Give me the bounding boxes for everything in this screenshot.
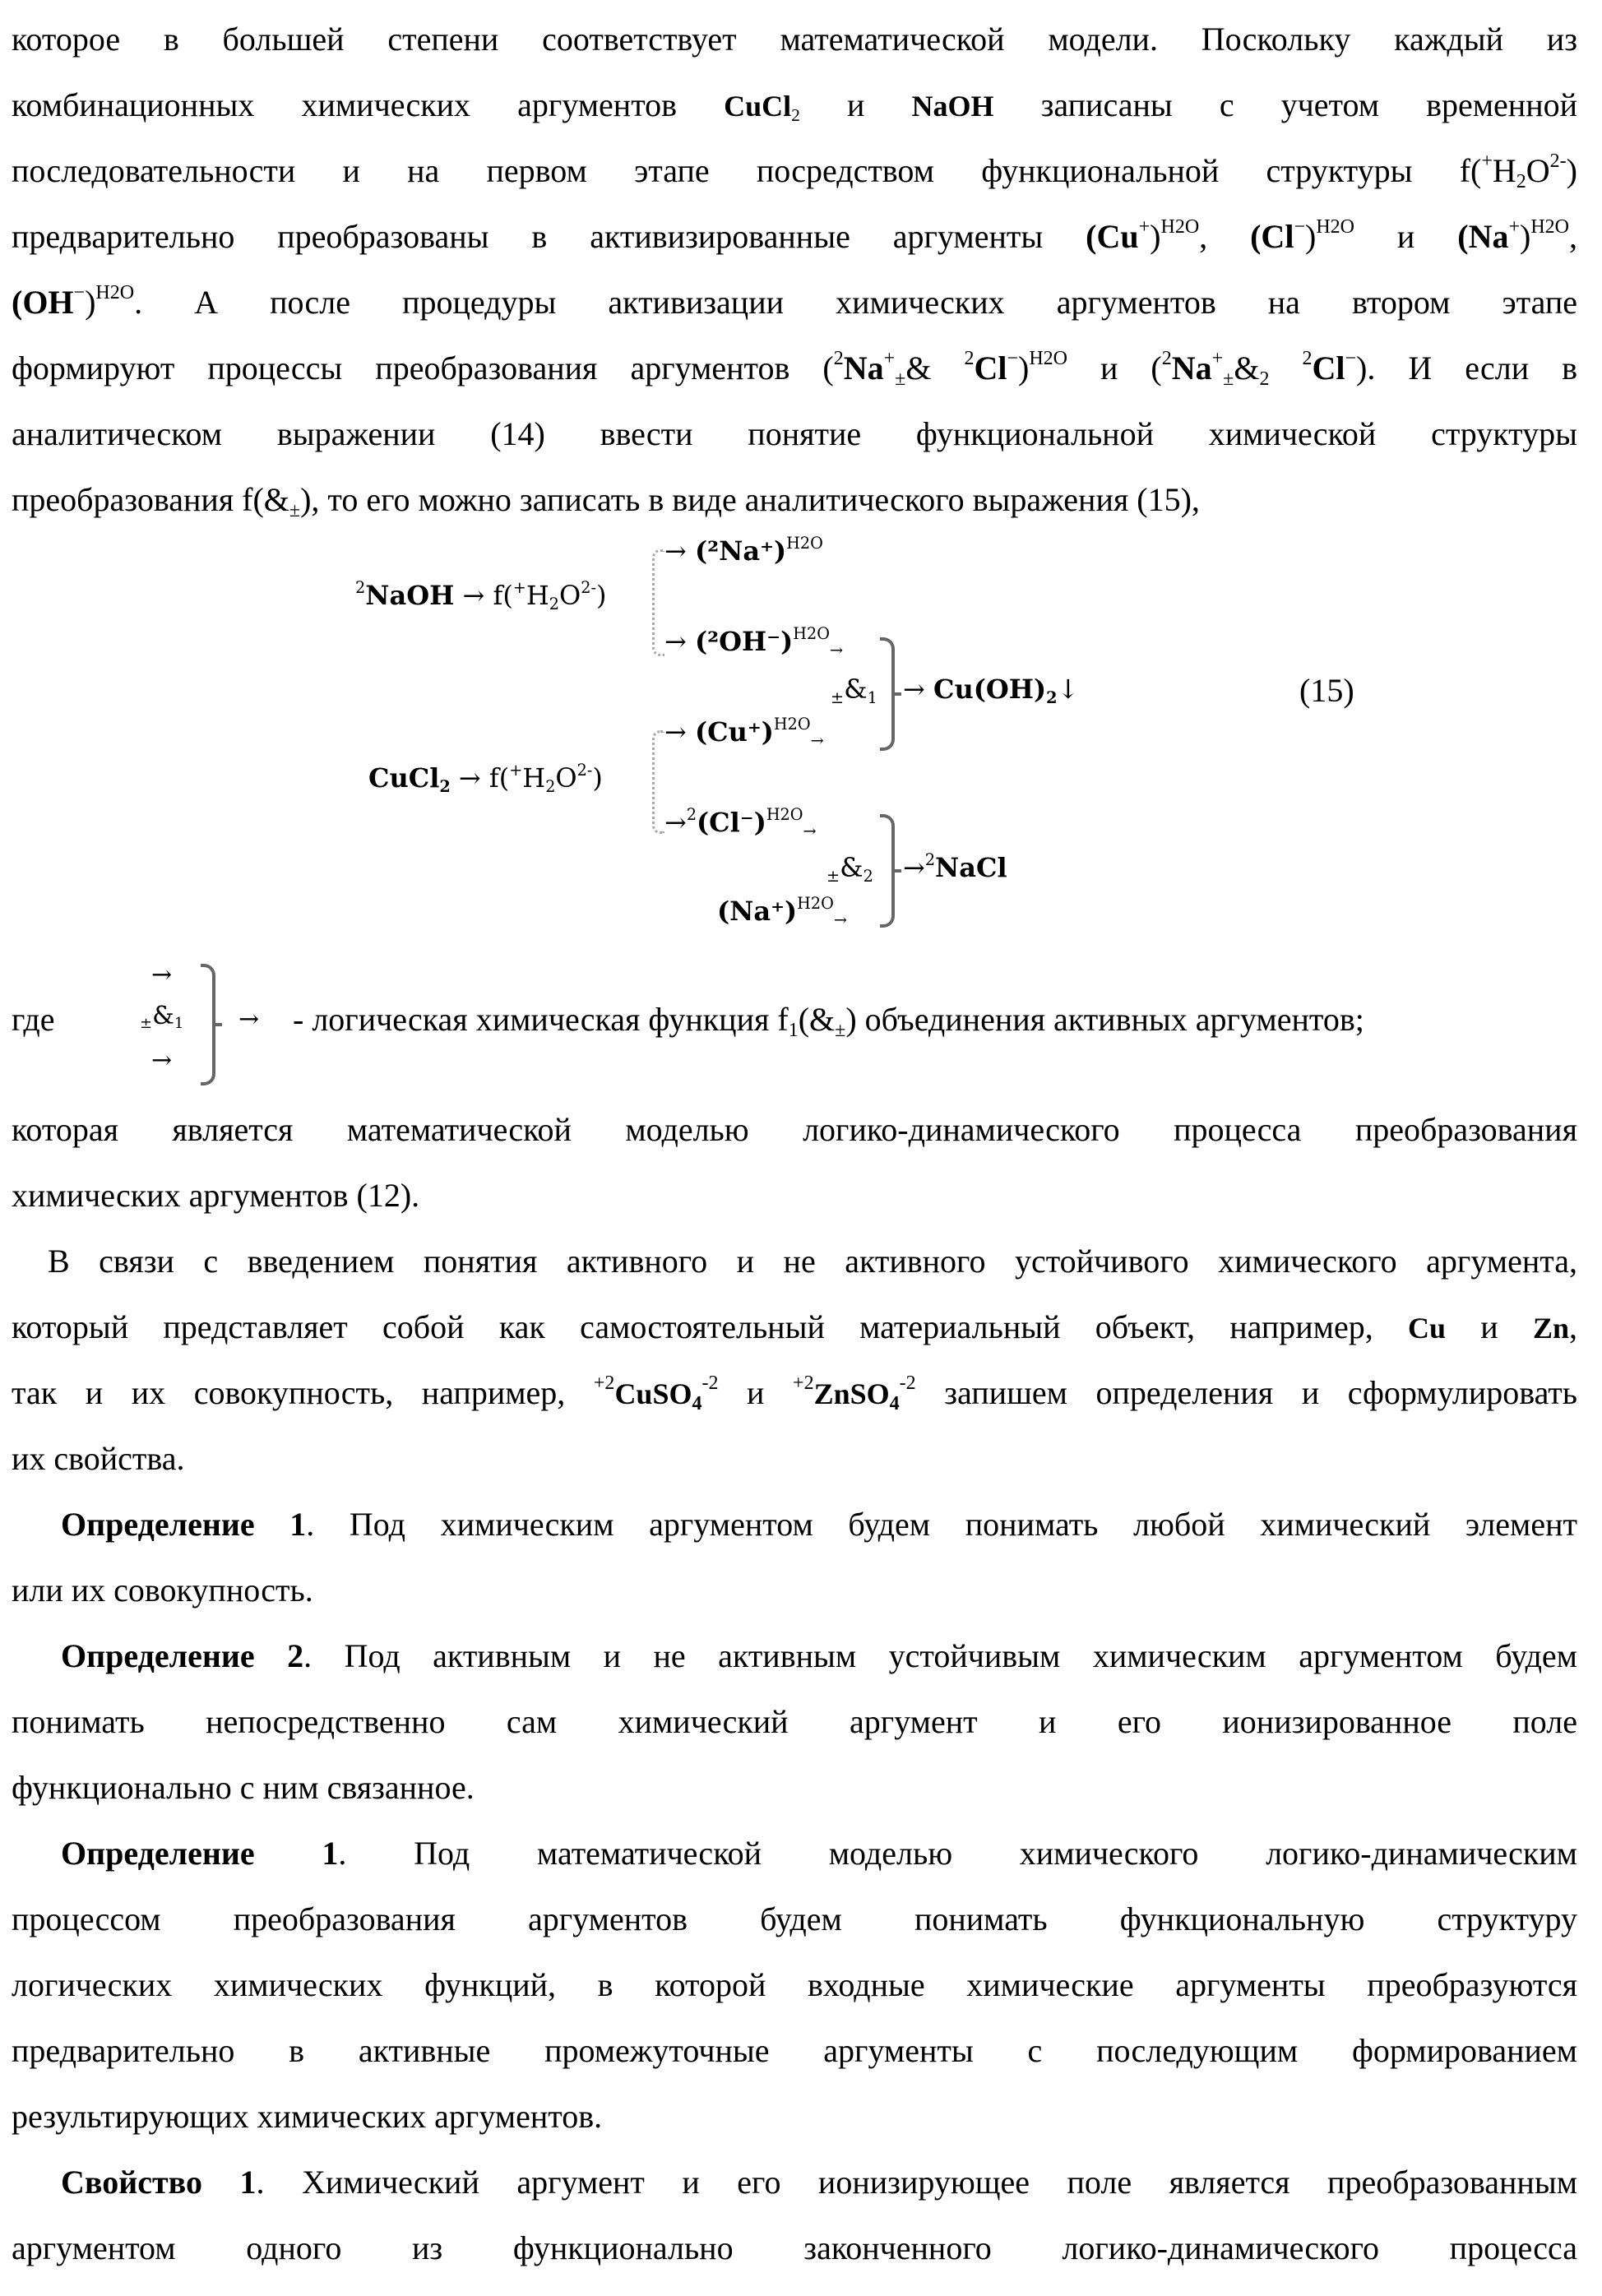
- subscript: ±: [140, 1015, 152, 1032]
- text: O: [1526, 152, 1550, 189]
- text: формируют процессы преобразования аргументов (: [12, 349, 834, 387]
- superscript: H2O: [95, 282, 134, 303]
- right-brace-icon: [880, 637, 895, 751]
- superscript: +: [1212, 348, 1224, 369]
- formula-znso4: ZnSO: [814, 1377, 890, 1410]
- superscript: 2-: [1550, 150, 1567, 172]
- superscript: +: [513, 578, 526, 597]
- formula-naoh: NaOH: [365, 580, 454, 611]
- superscript: 2-: [577, 761, 593, 780]
- superscript: -2: [900, 1373, 916, 1394]
- text: логических химических функций, в которой входные химические аргументы преобразуются: [12, 1966, 1577, 2003]
- text-line: [12, 270, 1577, 336]
- text: и: [1354, 218, 1457, 255]
- superscript: −: [1345, 348, 1356, 369]
- superscript: H2O: [766, 805, 803, 824]
- arrow-icon: →: [664, 535, 687, 567]
- formula-cucl2: CuCl: [368, 762, 439, 794]
- arrow-icon: →: [462, 580, 484, 611]
- superscript: 2: [355, 578, 365, 597]
- text-line: [12, 138, 1577, 204]
- text: &: [844, 674, 867, 705]
- formula-oh: (²OH⁻): [695, 626, 793, 657]
- text: ): [1305, 218, 1316, 255]
- formula-cl: Cl: [1312, 349, 1345, 387]
- subscript: 2: [439, 777, 450, 796]
- formula-cucl2: [724, 90, 800, 123]
- arrow-icon: →: [151, 961, 172, 989]
- superscript: H2O: [1029, 348, 1067, 369]
- text-line: [12, 1097, 1577, 1163]
- text: комбинационных химических аргументов: [12, 86, 724, 123]
- text: (&: [799, 1001, 835, 1038]
- arrow-icon: →: [664, 807, 687, 838]
- text: аналитическом выражении (14) ввести понятие функциональной химической структуры: [12, 415, 1577, 452]
- text-line: [12, 2084, 1577, 2150]
- subscript: 2: [549, 595, 559, 613]
- superscript: +2: [793, 1373, 814, 1394]
- arrow-icon: →: [664, 716, 687, 748]
- subscript: 1: [789, 1020, 799, 1041]
- superscript: −: [74, 282, 86, 303]
- superscript: H2O: [793, 624, 830, 643]
- formula-operator: [826, 851, 873, 884]
- text: функционально с ним связанное.: [12, 1769, 475, 1806]
- formula-branch: [664, 715, 824, 748]
- superscript: 2: [964, 348, 974, 369]
- definition-title: Определение 1: [61, 1506, 306, 1543]
- text: результирующих химических аргументов.: [12, 2098, 602, 2135]
- superscript: H2O: [797, 894, 834, 913]
- text: ): [85, 284, 95, 321]
- superscript: 2: [1162, 348, 1172, 369]
- text: . Под активным и не активным устойчивым химическим аргументом будем: [303, 1637, 1577, 1674]
- subscript: 2: [1516, 171, 1526, 192]
- text: и: [718, 1374, 793, 1411]
- text: &: [152, 1002, 174, 1030]
- definition-title: Определение 1: [61, 1835, 338, 1872]
- text-line: [12, 401, 1577, 467]
- text: O: [559, 580, 581, 611]
- superscript: 2-: [581, 578, 596, 597]
- formula-naoh: NaOH: [912, 90, 994, 123]
- text: O: [555, 762, 576, 794]
- formula-cu: (Cu⁺): [695, 716, 774, 748]
- arrow-icon: →: [903, 852, 925, 883]
- text: В связи с введением понятия активного и не активного устойчивого химического аргумента,: [48, 1243, 1577, 1280]
- left-brace-icon: [652, 730, 664, 834]
- subscript: 4: [890, 1393, 900, 1414]
- superscript: 2: [834, 348, 844, 369]
- formula-na: (²Na⁺): [695, 535, 786, 567]
- definition-3: [61, 1821, 1577, 1886]
- subscript: ±: [835, 1020, 845, 1041]
- text: ): [596, 580, 606, 611]
- text: которое в большей степени соответствует математической модели. Поскольку каждый из: [12, 21, 1577, 58]
- text: их свойства.: [12, 1440, 185, 1477]
- text: процессом преобразования аргументов будем понимать функциональную структуру: [12, 1900, 1577, 1937]
- superscript: H2O: [786, 534, 823, 553]
- text: ): [1520, 218, 1530, 255]
- text: и (: [1067, 349, 1162, 387]
- formula-cl: Cl: [974, 349, 1007, 387]
- arrow-icon: →: [834, 910, 847, 929]
- formula-cl: (Cl⁻): [697, 807, 766, 838]
- text: и: [800, 86, 912, 123]
- text: так и их совокупность, например,: [12, 1374, 594, 1411]
- superscript: 2: [925, 850, 935, 869]
- definition-title: Определение 2: [61, 1637, 303, 1674]
- text: CuCl: [724, 90, 791, 123]
- formula-branch: [664, 535, 823, 567]
- subscript: ±: [1223, 368, 1234, 390]
- text-line: [12, 1426, 1577, 1492]
- arrow-icon: →: [151, 1046, 172, 1075]
- formula-cuso4: CuSO: [614, 1377, 692, 1410]
- text: и: [1446, 1308, 1533, 1345]
- formula-cl: (Cl: [1250, 218, 1294, 255]
- text: H: [522, 762, 545, 794]
- superscript: H2O: [1530, 216, 1569, 238]
- formula-na: (Na⁺): [717, 896, 797, 927]
- right-brace-icon: [880, 814, 895, 928]
- text: ,: [1569, 218, 1577, 255]
- text: . Под химическим аргументом будем понимать любой химический элемент: [306, 1506, 1577, 1543]
- definition-2: [61, 1623, 1577, 1689]
- property-title: Свойство 1: [61, 2164, 256, 2201]
- arrow-icon: →: [664, 626, 687, 657]
- subscript: 2: [545, 777, 555, 796]
- text: записаны с учетом временной: [994, 86, 1577, 123]
- text: &: [840, 852, 863, 883]
- text-line: [12, 1558, 1577, 1623]
- formula-operator: [140, 1002, 183, 1030]
- superscript: +: [884, 348, 896, 369]
- arrow-icon: →: [830, 641, 843, 660]
- where-label: где: [12, 995, 55, 1044]
- text: ): [1567, 152, 1577, 189]
- formula-operator: [831, 673, 877, 706]
- text: f(: [489, 762, 509, 794]
- text: который представляет собой как самостоятельный материальный объект, например,: [12, 1308, 1408, 1345]
- arrow-down-icon: ↓: [1057, 674, 1079, 705]
- text: ) объединения активных аргументов;: [845, 1001, 1364, 1038]
- arrow-icon: →: [238, 1005, 259, 1034]
- superscript: +: [1139, 216, 1151, 238]
- text: . Под математической моделью химического логико-динамическим: [338, 1835, 1577, 1872]
- text: последовательности и на первом этапе посредством функциональной структуры f(: [12, 152, 1481, 189]
- text: f(: [493, 580, 512, 611]
- superscript: +: [1481, 150, 1493, 172]
- definition-1: [61, 1492, 1577, 1558]
- subscript: 2: [1259, 368, 1269, 390]
- formula-naoh-row: [355, 579, 606, 612]
- text-line: [12, 1755, 1577, 1821]
- text-line: [12, 1689, 1577, 1755]
- text-line: [12, 336, 1577, 401]
- arrow-icon: →: [811, 731, 824, 750]
- subscript: 1: [868, 688, 877, 707]
- superscript: +2: [594, 1373, 615, 1394]
- text: &: [1234, 349, 1259, 387]
- superscript: +: [1508, 216, 1520, 238]
- formula-cuoh2: Cu(OH): [933, 674, 1046, 705]
- subscript: ±: [289, 500, 300, 521]
- property-1: [61, 2150, 1577, 2215]
- subscript: ±: [831, 688, 844, 707]
- arrow-icon: →: [459, 762, 481, 794]
- formula-branch: [664, 625, 843, 658]
- formula-oh: (OH: [12, 284, 74, 321]
- superscript: -2: [701, 1373, 718, 1394]
- formula-branch: [717, 895, 847, 928]
- text-line: [12, 467, 1577, 533]
- formula-na: Na: [844, 349, 884, 387]
- where-description: [293, 995, 1364, 1044]
- text: предварительно в активные промежуточные аргументы с последующим формированием: [12, 2032, 1577, 2069]
- formula-na: (Na: [1457, 218, 1508, 255]
- superscript: +: [509, 761, 522, 780]
- text: ): [1018, 349, 1029, 387]
- formula-cu: Cu: [1408, 1312, 1446, 1345]
- text-line: [48, 1229, 1577, 1294]
- formula-zn: Zn: [1533, 1312, 1569, 1345]
- text-line: [12, 1952, 1577, 2018]
- subscript: 2: [864, 867, 873, 886]
- arrow-icon: →: [803, 822, 817, 840]
- subscript: 4: [692, 1393, 701, 1414]
- superscript: 2: [1302, 348, 1312, 369]
- text: аргументом одного из функционально законченного логико-динамического процесса: [12, 2229, 1577, 2266]
- text: которая является математической моделью логико-динамического процесса преобразования: [12, 1111, 1577, 1148]
- text: &: [905, 349, 964, 387]
- formula-result: [903, 673, 1079, 706]
- subscript: 2: [791, 105, 800, 125]
- text: понимать непосредственно сам химический аргумент и его ионизированное поле: [12, 1703, 1577, 1740]
- text-line: [12, 1163, 1577, 1229]
- arrow-icon: →: [903, 674, 925, 705]
- formula-cu: (Cu: [1086, 218, 1138, 255]
- text: ). И если в: [1356, 349, 1577, 387]
- text-line: [12, 1886, 1577, 1952]
- text: . А после процедуры активизации химических аргументов на втором этапе: [134, 284, 1577, 321]
- superscript: −: [1294, 216, 1305, 238]
- subscript: ±: [826, 867, 840, 886]
- text-line: [12, 1294, 1577, 1360]
- superscript: H2O: [1316, 216, 1354, 238]
- superscript: 2: [687, 805, 697, 824]
- right-brace-icon: [201, 964, 215, 1086]
- formula-branch: [664, 806, 817, 839]
- text: - логическая химическая функция f: [293, 1001, 789, 1038]
- text: H: [1493, 152, 1516, 189]
- formula-na: Na: [1172, 349, 1212, 387]
- text: химических аргументов (12).: [12, 1177, 419, 1214]
- text: H: [526, 580, 549, 611]
- formula-cucl2-row: [368, 761, 603, 794]
- formula-result: [903, 851, 1007, 884]
- formula-nacl: NaCl: [935, 852, 1007, 883]
- text: предварительно преобразованы в активизированные аргументы: [12, 218, 1086, 255]
- text-line: [12, 72, 1577, 138]
- text: запишем определения и сформулировать: [916, 1374, 1577, 1411]
- text: . Химический аргумент и его ионизирующее поле является преобразованным: [256, 2164, 1577, 2201]
- left-brace-icon: [652, 549, 664, 656]
- subscript: ±: [895, 368, 905, 390]
- equation-number: (15): [1299, 666, 1354, 715]
- superscript: H2O: [774, 715, 811, 734]
- text-line: [12, 7, 1577, 72]
- text-line: [12, 204, 1577, 270]
- text: или их совокупность.: [12, 1572, 313, 1609]
- text-line: [12, 1360, 1577, 1426]
- text: ), то его можно записать в виде аналитического выражения (15),: [300, 481, 1200, 518]
- text: ): [1150, 218, 1160, 255]
- text-line: [12, 2215, 1577, 2281]
- text: ,: [1199, 218, 1250, 255]
- text: ): [592, 762, 602, 794]
- superscript: −: [1007, 348, 1018, 369]
- text-line: [12, 2018, 1577, 2084]
- text: преобразования f(&: [12, 481, 289, 518]
- superscript: H2O: [1161, 216, 1200, 238]
- text: ,: [1569, 1308, 1577, 1345]
- subscript: 2: [1046, 688, 1057, 707]
- subscript: 1: [174, 1015, 183, 1032]
